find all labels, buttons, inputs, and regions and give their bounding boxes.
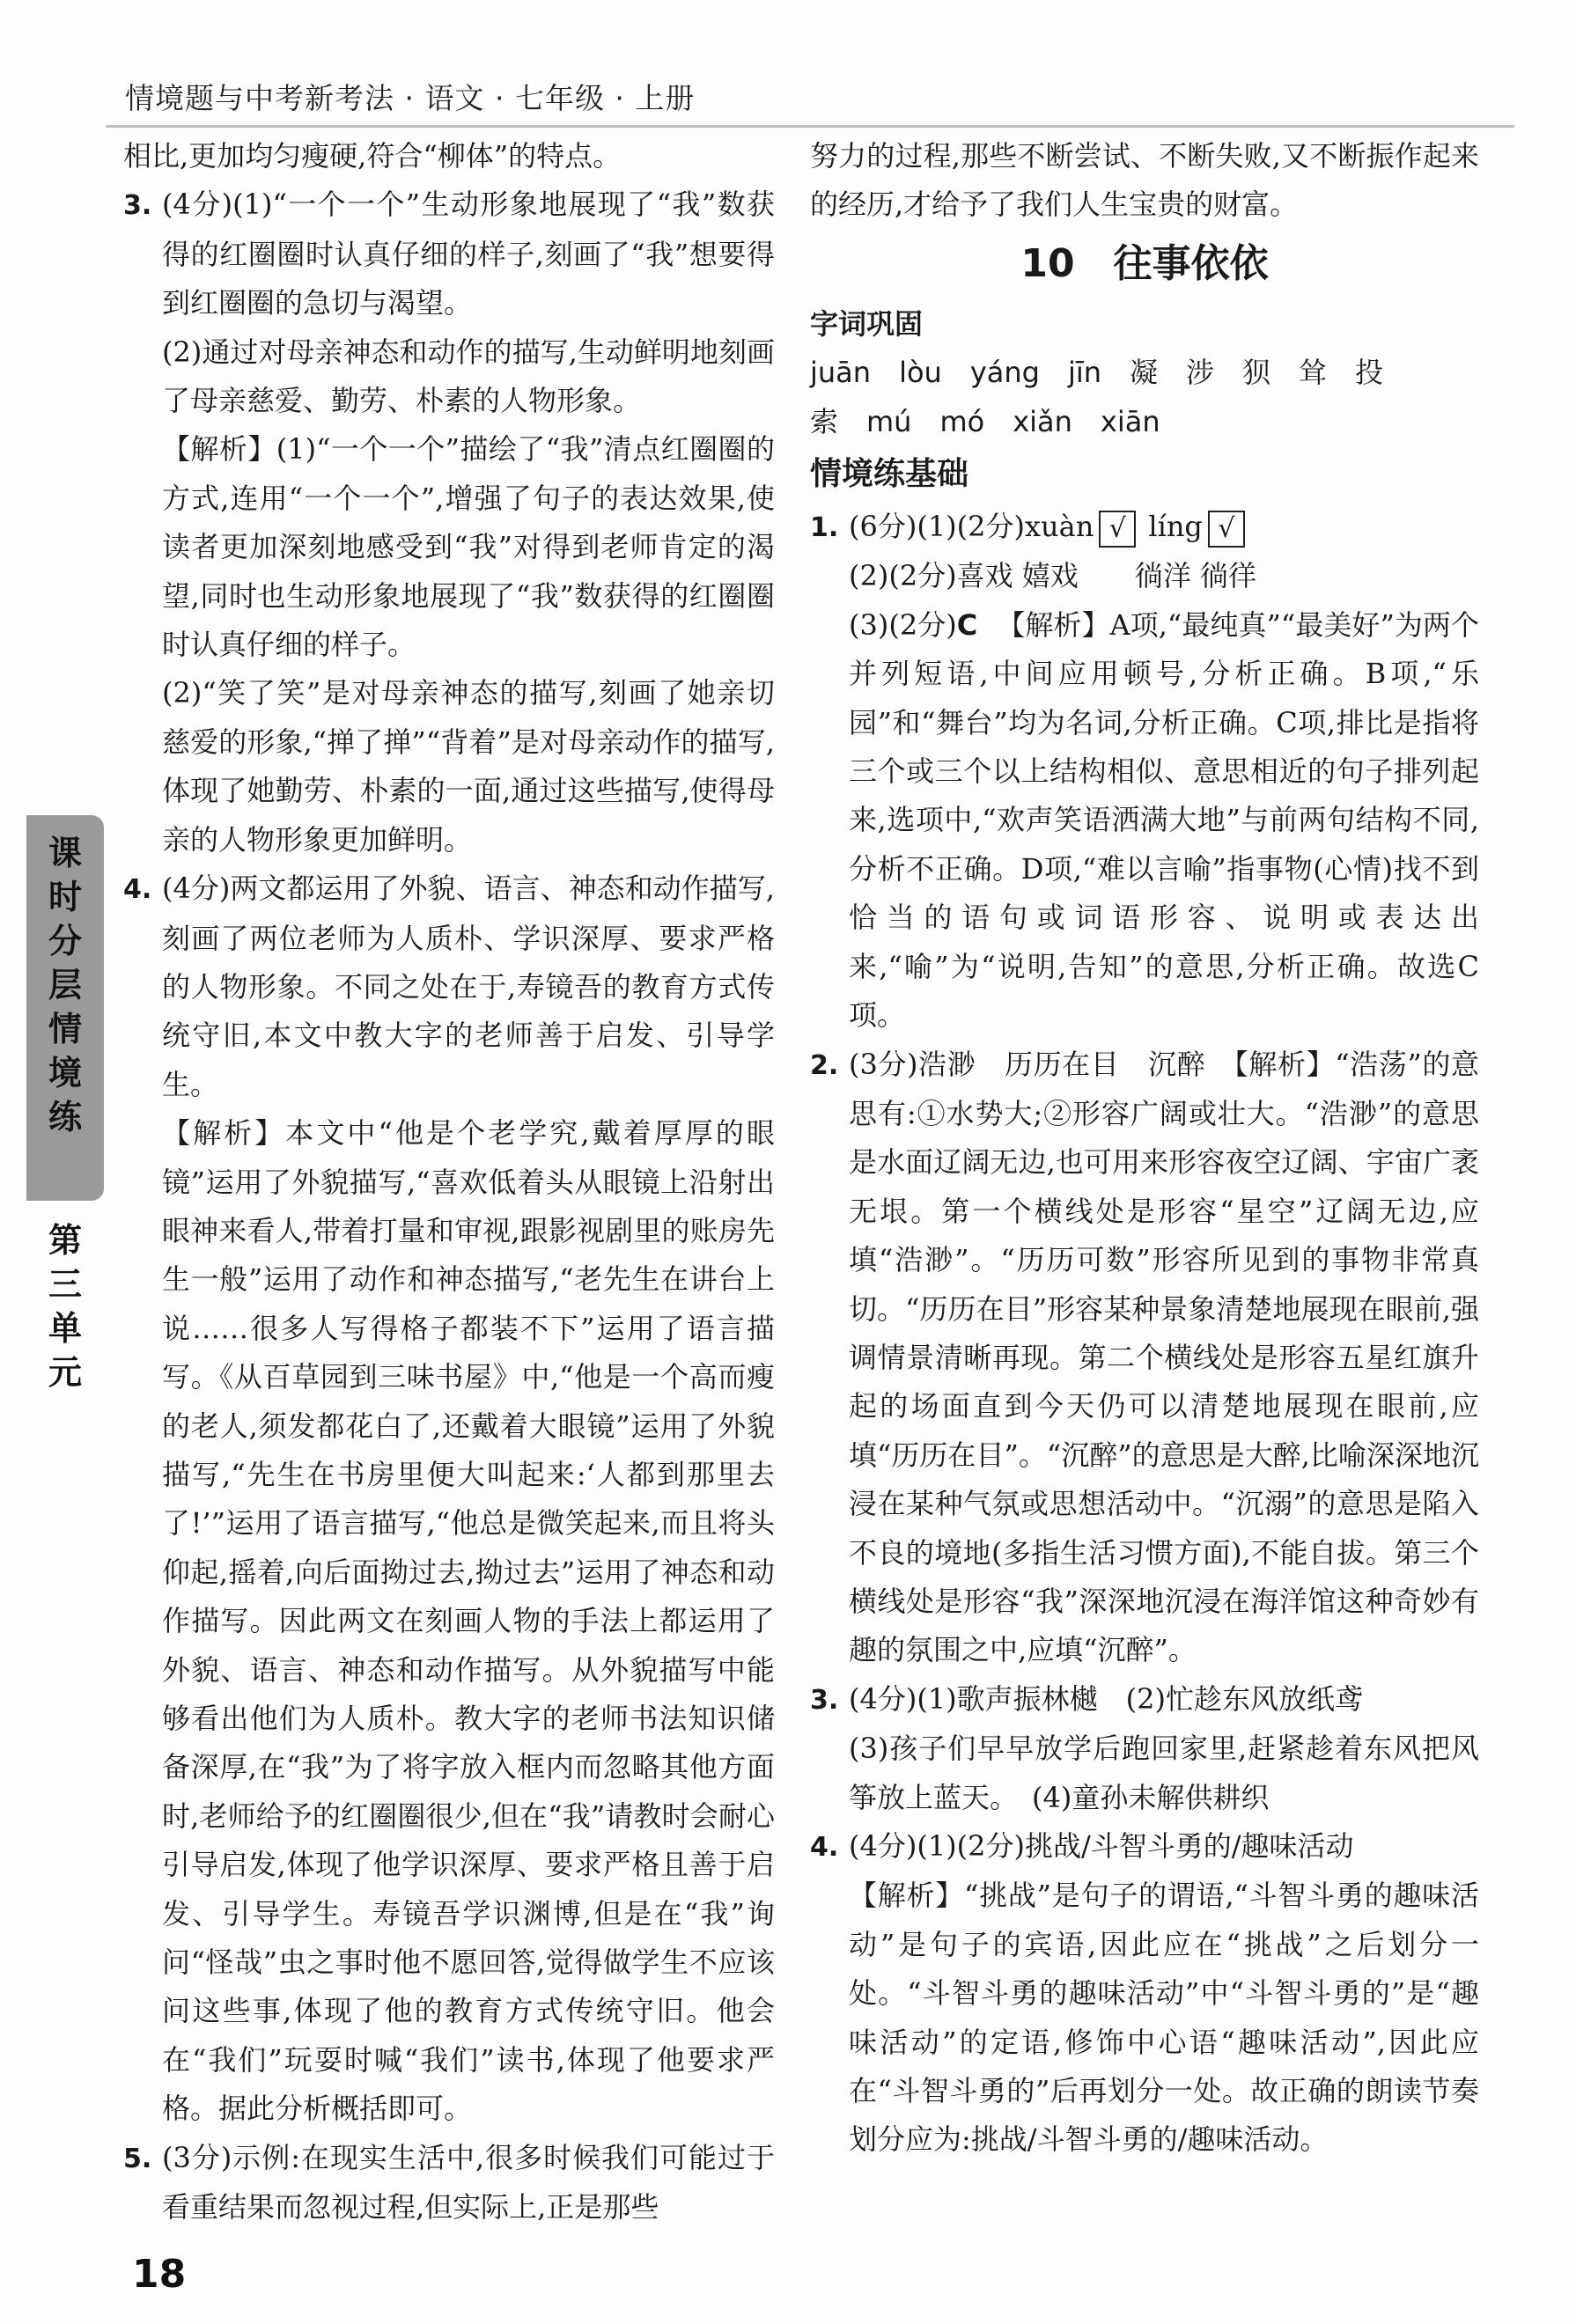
q1-part3-analysis: 【解析】A项,“最纯真”“最美好”为两个并列短语,中间应用顿号,分析正确。B项,“乐园”和“舞台”均为名词,分析正确。C项,排比是指将三个或三个以上结构相似、意思相近的句子排列起来,选项中,“欢声笑语洒满大地”与前两句结构不同,分析不正确。D项,“难以言喻”指事物(心情)找不到恰当的语句或词语形容、说明或表达出来,“喻”为“说明,告知”的意思,分析正确。故选C项。 [849,607,1479,1033]
question-number: 1. [810,512,839,544]
question-4-right [810,1822,1479,1872]
question-number: 4. [810,1832,839,1863]
vocab-line-2: 索 mú mó xiǎn xiān [810,404,1160,438]
right-column [810,132,1479,2165]
question-text: (3分)浩渺 历历在目 沉醉 【解析】“浩荡”的意思有:①水势大;②形容广阔或壮大。“浩渺”的意思是水面辽阔无边,也可用来形容夜空辽阔、宇宙广袤无垠。第一个横线处是形容“星空”辽阔无边,应填“浩渺”。“历历可数”形容所见到的事物非常真切。“历历在目”形容某种景象清楚地展现在眼前,强调情景清晰再现。第二个横线处是形容五星红旗升起的场面直到今天仍可以清楚地展现在眼前,应填“历历在目”。“沉醉”的意思是大醉,比喻深深地沉浸在某种气氛或思想活动中。“沉溺”的意思是陷入不良的境地(多指生活习惯方面),不能自拔。第三个横线处是形容“我”深深地沉浸在海洋馆这种奇妙有趣的氛围之中,应填“沉醉”。 [849,1047,1479,1667]
question-5 [123,2134,775,2232]
left-para-2: (2)通过对母亲神态和动作的描写,生动鲜明地刻画了母亲慈爱、勤劳、朴素的人物形象。 [162,335,775,418]
question-number: 2. [810,1049,839,1081]
question-number: 4. [123,874,152,906]
question-text: (4分)两文都运用了外貌、语言、神态和动作描写,刻画了两位老师为人质朴、学识深厚、要求严格的人物形象。不同之处在于,寿镜吾的教育方式传统守旧,本文中教大字的老师善于启发、引导学生。 [162,872,775,1101]
check-box-icon: √ [1208,511,1245,548]
left-para-6: 【解析】本文中“他是个老学究,戴着厚厚的眼镜”运用了外貌描写,“喜欢低着头从眼镜上沿射出眼神来看人,带着打量和审视,跟影视剧里的账房先生一般”运用了动作和神态描写,“老先生在讲台上说……很多人写得格子都装不下”运用了语言描写。《从百草园到三味书屋》中,“他是一个高而瘦的老人,须发都花白了,还戴着大眼镜”运用了外貌描写,“先生在书房里便大叫起来:‘人都到那里去了!’”运用了语言描写,“他总是微笑起来,而且将头仰起,摇着,向后面拗过去,拗过去”运用了神态和动作描写。因此两文在刻画人物的手法上都运用了外貌、语言、神态和动作描写。从外貌描写中能够看出他们为人质朴。教大字的老师书法知识储备深厚,在“我”为了将字放入框内而忽略其他方面时,老师给予的红圈圈很少,但在“我”请教时会耐心引导启发,体现了他学识深厚、要求严格且善于启发、引导学生。寿镜吾学识渊博,但是在“我”询问“怪哉”虫之事时他不愿回答,觉得做学生不应该问这些事,体现了他的教育方式传统守旧。他会在“我们”玩耍时喊“我们”读书,体现了他要求严格。据此分析概括即可。 [162,1116,775,2126]
page-number: 18 [132,2252,187,2297]
left-para-3: 【解析】(1)“一个一个”描绘了“我”清点红圈圈的方式,连用“一个一个”,增强了句子的表达效果,使读者更加深刻地感受到“我”对得到老师肯定的渴望,同时也生动形象地展现了“我”数获得的红圈圈时认真仔细的样子。 [162,432,775,662]
page-header: 情境题与中考新考法 · 语文 · 七年级 · 上册 [125,81,696,115]
header-rule [106,125,1514,128]
left-para-4: (2)“笑了笑”是对母亲神态的描写,刻画了她亲切慈爱的形象,“掸了掸”“背着”是对母亲动作的描写,体现了她勤劳、朴素的一面,通过这些描写,使得母亲的人物形象更加鲜明。 [162,676,775,857]
q4-analysis: 【解析】“挑战”是句子的谓语,“斗智斗勇的趣味活动”是句子的宾语,因此应在“挑战”之后划分一处。“斗智斗勇的趣味活动”中“斗智斗勇的”是“趣味活动”的定语,修饰中心语“趣味活动”,因此应在“斗智斗勇的”后再划分一处。故正确的朗读节奏划分应为:挑战/斗智斗勇的/趣味活动。 [849,1879,1479,2157]
question-3 [123,180,775,327]
q1-part3 [810,601,1479,1041]
q1-prefix: (6分)(1)(2分)xuàn [849,510,1094,544]
check-box-icon: √ [1099,511,1136,548]
q1-part2: (2)(2分)喜戏 嬉戏 徜洋 徜徉 [849,559,1257,593]
q1-part3-label: (3)(2分) [849,607,957,642]
side-tab-label: 课 时 分 层 情 境 练 [48,834,82,1136]
lesson-title: 10 往事依依 [1020,240,1269,286]
question-4 [123,864,775,1109]
question-1 [810,503,1479,552]
section-title-basics: 情境练基础 [810,456,969,493]
question-number: 3. [810,1684,839,1716]
side-tab [26,815,104,1201]
question-number: 3. [123,190,152,222]
question-number: 5. [123,2143,152,2174]
vocab-line-1: juān lòu yáng jīn 凝 涉 狈 耸 投 [810,356,1384,390]
section-title-vocab: 字词巩固 [810,306,924,341]
question-text: (4分)(1)歌声振林樾 (2)忙趁东风放纸鸢 [849,1681,1363,1716]
left-column [123,132,775,2232]
q1-answer: C [956,607,978,642]
side-unit-label: 第 三 单 元 [48,1221,82,1392]
right-continuation: 努力的过程,那些不断尝试、不断失败,又不断振作起来的经历,才给予了我们人生宝贵的财富。 [810,139,1479,222]
question-text: (4分)(1)“一个一个”生动形象地展现了“我”数获得的红圈圈时认真仔细的样子,刻画了“我”想要得到红圈圈的急切与渴望。 [162,188,775,320]
left-para-0: 相比,更加均匀瘦硬,符合“柳体”的特点。 [123,139,622,173]
question-3-right [810,1675,1479,1725]
question-text: (4分)(1)(2分)挑战/斗智斗勇的/趣味活动 [849,1829,1354,1863]
question-2 [810,1041,1479,1675]
question-text: (3分)示例:在现实生活中,很多时候我们可能过于看重结果而忽视过程,但实际上,正是那些 [162,2140,775,2225]
q3-part2: (3)孩子们早早放学后跑回家里,赶紧趁着东风把风筝放上蓝天。 (4)童孙未解供耕织 [849,1732,1479,1814]
q1-mid: líng [1148,510,1203,544]
